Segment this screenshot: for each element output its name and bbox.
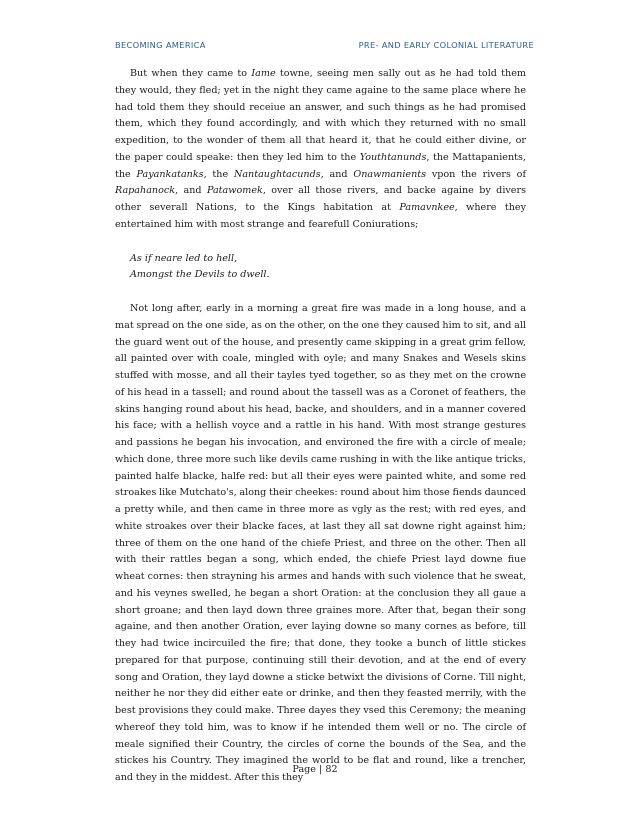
italic-term: Payankatanks xyxy=(136,168,204,180)
page-number: 82 xyxy=(325,764,338,775)
italic-term: Pamavnkee xyxy=(399,202,455,213)
page-body xyxy=(115,66,526,787)
italic-term: Rapahanock xyxy=(115,185,176,197)
running-header-right: PRE- AND EARLY COLONIAL LITERATURE xyxy=(358,40,534,50)
italic-term: Iame xyxy=(251,68,276,79)
italic-term: Patawomek xyxy=(206,185,263,197)
paragraph-2: Not long after, early in a morning a great fire was made in a long house, and a mat spread on the one side, as on the other, on the one they caused him to sit, and all the guard went out of the house, and presently came skipping in a great grim fellow, all painted over with coale, mingled with oyle; and many Snakes and Wesels skins stuffed with mosse, and all their tayles tyed together, so as they met on the crowne of his head in a tassell; and round about the tassell was as a Coronet of feathers, the skins hanging round about his head, backe, and shoulders, and in a manner covered his face; with a hellish voyce and a rattle in his hand. With most strange gestures and passions he began his invocation, and environed the fire with a circle of meale; which done, three more such like devils came rushing in with the like antique tricks, painted halfe blacke, halfe red: but all their eyes were painted white, and some red stroakes like Mutchato's, along their cheekes: round about him those fiends daunced a pretty while, and then came in three more as vgly as the rest; with red eyes, and white stroakes over their blacke faces, at last they all sat downe right against him; three of them on the one hand of the chiefe Priest, and three on the other. Then all with their rattles began a song, which ended, the chiefe Priest layd downe fiue wheat cornes: then strayning his armes and hands with such violence that he sweat, and his veynes swelled, he began a short Oration: at the conclusion they all gaue a short groane; and then layd down three graines more. After that, began their song againe, and then another Oration, ever laying downe so many cornes as before, till they had twice incircuiled the fire; that done, they tooke a bunch of little stickes prepared for that purpose, continuing still their devotion, and at the end of every song and Oration, they layd downe a sticke betwixt the divisions of Corne. Till night, neither he nor they did either eate or drinke, and then they feasted merrily, with the best provisions they could make. Three dayes they vsed this Ceremony; the meaning whereof they told him, was to know if he intended them well or no. The circle of meale signified their Country, the circles of corne the bounds of the Sea, and the stickes his Country. They imagined the world to be flat and round, like a trencher, and they in the middest. After this they xyxy=(115,303,526,783)
running-header-left: BECOMING AMERICA xyxy=(115,40,206,50)
verse-line-2: Amongst the Devils to dwell. xyxy=(130,269,270,281)
italic-term: Onawmanients xyxy=(353,168,427,180)
page-footer xyxy=(0,764,630,775)
italic-term: Youthtanunds xyxy=(359,151,427,163)
italic-term: Nantaughtacunds xyxy=(233,168,321,180)
verse-quote xyxy=(130,251,526,285)
page-separator: | xyxy=(319,764,323,775)
paragraph-1: But when they came to Iame towne, seeing men sally out as he had told them they would, they fled; yet in the night they came againe to the same place where he had told them they should receiue an answer, and such things as he had promised them, which they found accordingly, and with which they returned with no small expedition, to the wonder of them all that heard it, that he could either divine, or the paper could speake: then they led him to the Youthtanunds, the Mattapanients, the Payankatanks, the Nantaughtacunds, and Onawmanients vpon the rivers of Rapahanock, and Patawomek, over all those rivers, and backe againe by divers other severall Nations, to the Kings habitation at Pamavnkee, where they entertained him with most strange and fearefull Coniurations; xyxy=(115,68,526,230)
verse-line-1: As if neare led to hell, xyxy=(130,252,238,264)
page-label: Page xyxy=(292,764,316,775)
